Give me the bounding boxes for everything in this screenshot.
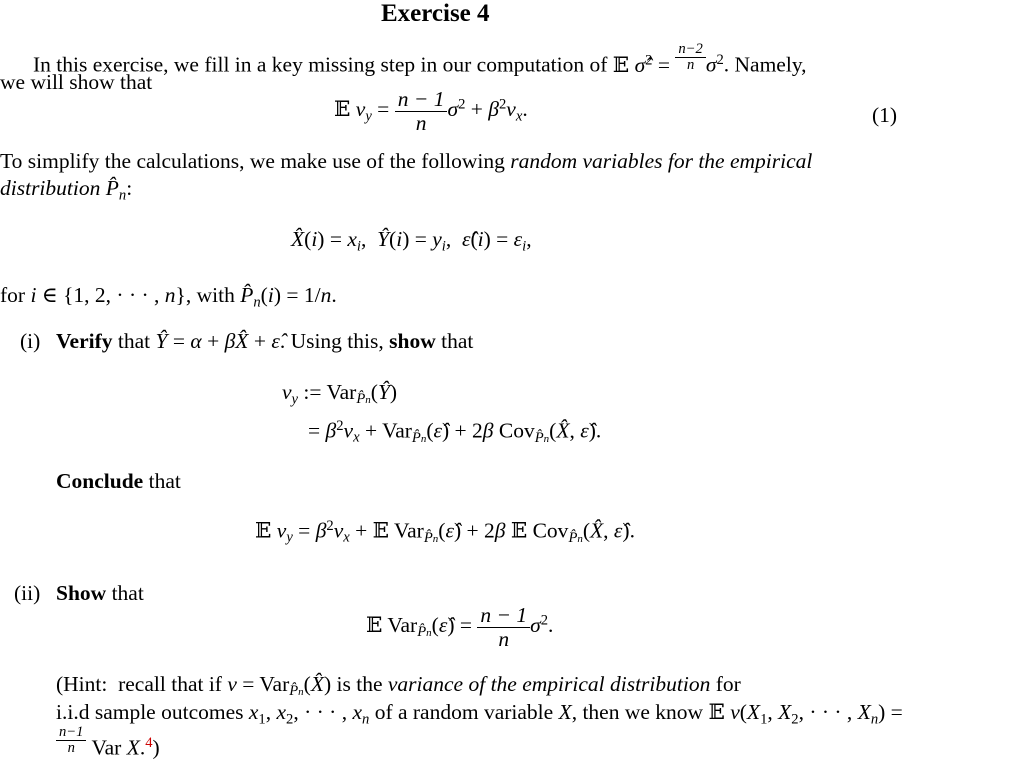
- part-ii-frac-num: n − 1: [477, 604, 530, 628]
- part-ii-equation: 𝔼 Var$_{P̂n}$(ε̂) = $\frac{n - 1}{n}$ $\sigma^2$.: [366, 603, 554, 651]
- conclude-equation: 𝔼 $v_y = \beta^2v_x$ + 𝔼 Var$_{P̂n}$(ε̂) + 2β 𝔼 Cov$_{P̂n}$(X̂, ε̂).: [255, 518, 635, 546]
- hint-frac-num: n−1: [56, 725, 86, 741]
- part-i-eq-line-2: = $\beta^2v_x$ + Var$_{P̂n}$(ε̂) + 2β Cov$_{P̂n}$(X̂, ε̂).: [308, 418, 602, 446]
- eq1-fraction: [395, 88, 448, 134]
- equation-1: [334, 88, 528, 134]
- intro-lead-text: In this exercise, we fill in a key missing step in our computation of: [33, 52, 608, 77]
- hint-line-3: $\frac{n-1}{n}$ Var X.$^4$): [56, 725, 160, 760]
- part-i-statement: Verify that Ŷ = α + βX̂ + ε̂. Using this, show that: [56, 329, 474, 353]
- hint-line-2: i.i.d sample outcomes $x_1$, $x_2$, · · · , $x_n$ of a random variable X, then we know 𝔼 $v(X_1$, $X_2$, · · · , $X_n$) =: [56, 700, 903, 728]
- part-ii-frac-den: n: [498, 626, 510, 651]
- footnote-ref[interactable]: 4: [145, 735, 153, 752]
- hint-fraction: [56, 725, 86, 757]
- simplify-italic-2: distribution: [0, 176, 101, 200]
- eq1-frac-den: n: [415, 110, 427, 135]
- intro-frac-den: n: [686, 57, 695, 74]
- simplify-line-2: [0, 176, 132, 204]
- empirical-dist-symbol: $P̂_n$:: [105, 176, 133, 204]
- part-ii-fraction: [477, 604, 530, 650]
- part-i-label: (i): [20, 329, 41, 353]
- eq1-lhs: 𝔼 $v_y$ =: [334, 97, 390, 125]
- conclude-line: Conclude that: [56, 469, 181, 493]
- hint-frac-den: n: [67, 740, 75, 757]
- simplify-line-1: [0, 149, 812, 174]
- intro-line-1: In this exercise, we fill in a key missing step in our computation of 𝔼 σ̂$^2$ = $\frac{n-2}{n}$ $\sigma^2$. Namely,: [33, 41, 807, 77]
- part-ii-label: (ii): [14, 581, 41, 605]
- simplify-italic-1: random variables for the empirical: [510, 149, 813, 173]
- hint-line-1: (Hint: recall that if v = Var$_{P̂n}$(X̂) is the variance of the empirical distribution for: [56, 672, 741, 700]
- hint-italic: variance of the empirical distribution: [387, 672, 711, 696]
- expectation-sigma-hat-sq: 𝔼 σ̂$^2$ =: [612, 52, 670, 77]
- part-i-eq-line-1: $v_y$ := Var$_{P̂n}$(Ŷ): [282, 380, 398, 408]
- exercise-title: Exercise 4: [381, 0, 490, 27]
- show-keyword-ii: Show: [56, 581, 107, 605]
- intro-frac-num: n−2: [675, 42, 705, 58]
- definitions-equation: X̂(i) = $x_i$, Ŷ(i) = $y_i$, ε̂(i) = $\varepsilon_i$,: [291, 227, 532, 255]
- verify-keyword: Verify: [56, 329, 113, 353]
- intro-tail-text: Namely,: [734, 52, 807, 77]
- simplify-text: To simplify the calculations, we make use of the following: [0, 149, 505, 173]
- conclude-keyword: Conclude: [56, 469, 144, 493]
- intro-fraction: [675, 42, 705, 74]
- show-keyword: show: [389, 329, 436, 353]
- part-ii-statement: Show that: [56, 581, 144, 605]
- intro-line-2: we will show that: [0, 70, 153, 94]
- index-range-line: for i ∈ {1, 2, · · · , n}, with $P̂_n(i) = 1/n$.: [0, 283, 337, 311]
- equation-number: (1): [872, 103, 898, 127]
- eq1-rhs: $\sigma^2 + \beta^2v_x$.: [447, 96, 528, 125]
- eq1-frac-num: n − 1: [395, 88, 448, 112]
